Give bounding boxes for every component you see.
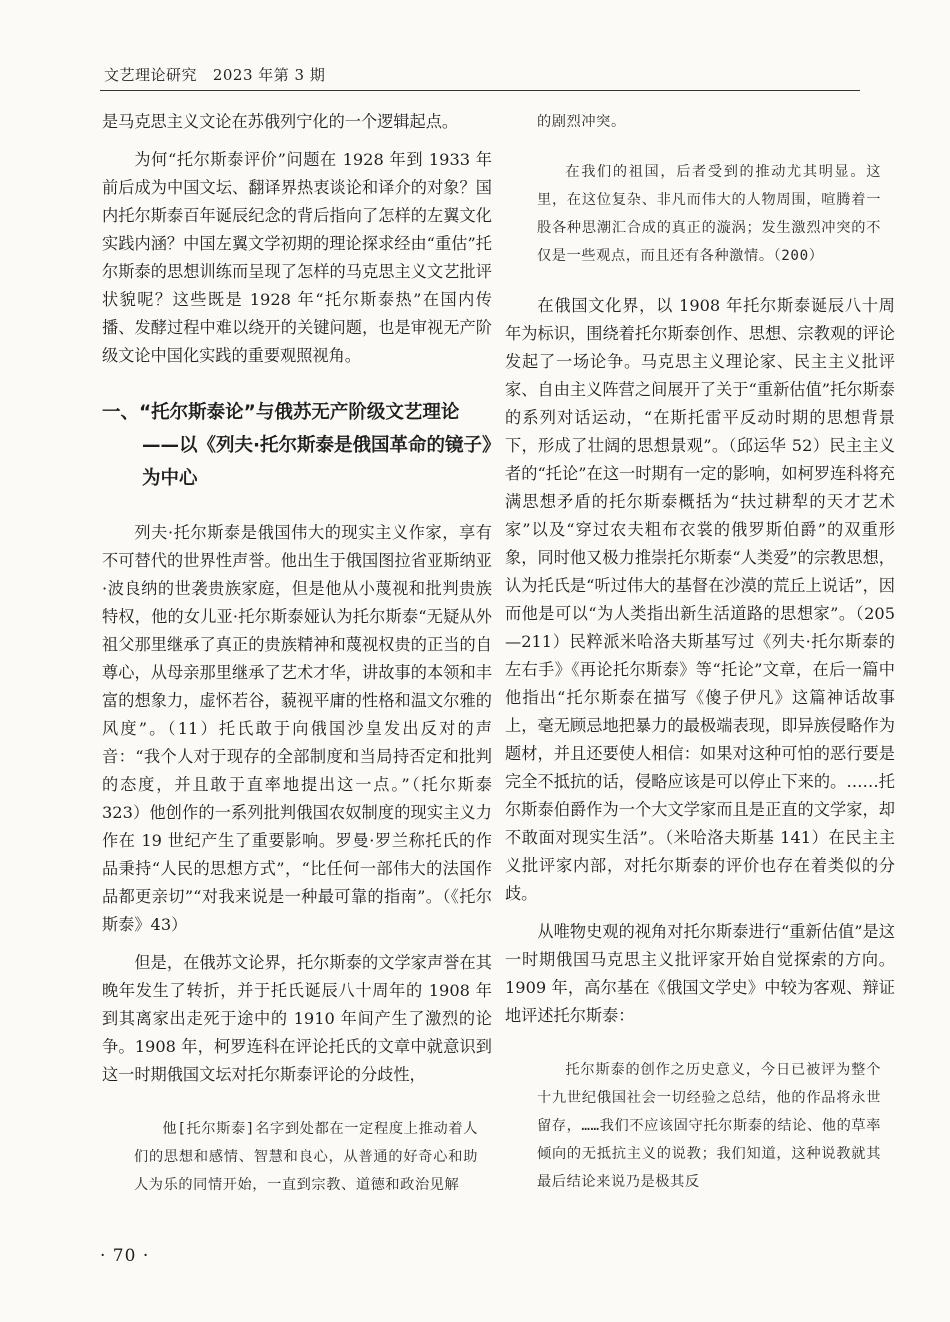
paragraph: 列夫·托尔斯泰是俄国伟大的现实主义作家，享有不可替代的世界性声誉。他出生于俄国图拉省亚斯纳亚·波良纳的世袭贵族家庭，但是他从小蔑视和批判贵族特权，他的女儿亚·托尔斯泰娅认为托尔斯泰“无疑从外祖父那里继承了真正的贵族精神和蔑视权贵的正当的自尊心，从母亲那里继承了艺术才华，讲故事的本领和丰富的想象力，虚怀若谷，藐视平庸的性格和温文尔雅的风度”。（11）托氏敢于向俄国沙皇发出反对的声音：“我个人对于现存的全部制度和当局持否定和批判的态度，并且敢于直率地提出这一点。”（托尔斯泰 323）他创作的一系列批判俄国农奴制度的现实主义力作在 19 世纪产生了重要影响。罗曼·罗兰称托氏的作品秉持“人民的思想方式”，“比任何一部伟大的法国作品都更亲切”“对我来说是一种最可靠的指南”。（《托尔斯泰》43）: [102, 523, 492, 934]
left-column: [102, 108, 492, 1221]
issue-label: 2023 年第 3 期: [212, 66, 326, 84]
block-quote: 他[托尔斯泰]名字到处都在一定程度上推动着人们的思想和感情、智慧和良心，从普通的好奇心和助人为乐的同情开始，一直到宗教、道德和政治见解: [134, 1121, 478, 1193]
section-heading: 一、“托尔斯泰论”与俄苏无产阶级文艺理论——以《列夫·托尔斯泰是俄国革命的镜子》为中心: [102, 402, 492, 489]
paragraph: 在俄国文化界，以 1908 年托尔斯泰诞辰八十周年为标识，围绕着托尔斯泰创作、思想、宗教观的评论发起了一场论争。马克思主义理论家、民主主义批评家、自由主义阵营之间展开了关于“重新估值”托尔斯泰的系列对话运动，“在斯托雷平反动时期的思想背景下，形成了壮阔的思想景观”。（邱运华 52）民主主义者的“托论”在这一时期有一定的影响，如柯罗连科将充满思想矛盾的托尔斯泰概括为“扶过耕犁的天才艺术家”以及“穿过农夫粗布衣裳的俄罗斯伯爵”的双重形象，同时他又极力推崇托尔斯泰“人类爱”的宗教思想，认为托氏是“听过伟大的基督在沙漠的荒丘上说话”，因而他是可以“为人类指出新生活道路的思想家”。（205—211）民粹派米哈洛夫斯基写过《列夫·托尔斯泰的左右手》《再论托尔斯泰》等“托论”文章，在后一篇中他指出“托尔斯泰在描写《傻子伊凡》这篇神话故事上，毫无顾忌地把暴力的最极端表现，即异族侵略作为题材，并且还要使人相信：如果对这种可怕的恶行要是完全不抵抗的话，侵略应该是可以停止下来的。……托尔斯泰伯爵作为一个大文学家而且是正直的文学家，却不敢面对现实生活”。（米哈洛夫斯基 141）在民主主义批评家内部，对托尔斯泰的评价也存在着类似的分歧。: [505, 296, 895, 903]
header-rule: [100, 90, 860, 91]
block-quote-continuation: 的剧烈冲突。: [537, 114, 626, 130]
block-quote: 在我们的祖国，后者受到的推动尤其明显。这里，在这位复杂、非凡而伟大的人物周围，喧腾着一股各种思潮汇合成的真正的漩涡；发生激烈冲突的不仅是一些观点，而且还有各种激情。（200）: [537, 164, 881, 264]
paragraph: 但是，在俄苏文论界，托尔斯泰的文学家声誉在其晚年发生了转折，并于托氏诞辰八十周年的 1908 年到其离家出走死于途中的 1910 年间产生了激烈的论争。1908 年，柯罗连科在评论托氏的文章中就意识到这一时期俄国文坛对托尔斯泰评论的分歧性，: [102, 953, 492, 1084]
paragraph: 从唯物史观的视角对托尔斯泰进行“重新估值”是这一时期俄国马克思主义批评家开始自觉探索的方向。1909 年，高尔基在《俄国文学史》中较为客观、辩证地评述托尔斯泰：: [505, 922, 895, 1025]
paragraph: 是马克思主义文论在苏俄列宁化的一个逻辑起点。: [102, 112, 459, 131]
journal-name: 文艺理论研究: [104, 66, 198, 84]
paragraph: 为何“托尔斯泰评价”问题在 1928 年到 1933 年前后成为中国文坛、翻译界热衷谈论和译介的对象？国内托尔斯泰百年诞辰纪念的背后指向了怎样的左翼文化实践内涵？中国左翼文学初期的理论探求经由“重估”托尔斯泰的思想训练而呈现了怎样的马克思主义文艺批评状貌呢？这些既是 1928 年“托尔斯泰热”在国内传播、发酵过程中难以绕开的关键问题，也是审视无产阶级文论中国化实践的重要观照视角。: [102, 150, 492, 365]
page-number: · 70 ·: [100, 1246, 150, 1266]
running-header: [104, 64, 325, 85]
block-quote: 托尔斯泰的创作之历史意义，今日已被评为整个十九世纪俄国社会一切经验之总结，他的作品将永世留存，……我们不应该固守托尔斯泰的结论、他的草率倾向的无抵抗主义的说教；我们知道，这种说教就其最后结论来说乃是极其反: [537, 1062, 881, 1190]
right-column: [505, 108, 895, 1218]
